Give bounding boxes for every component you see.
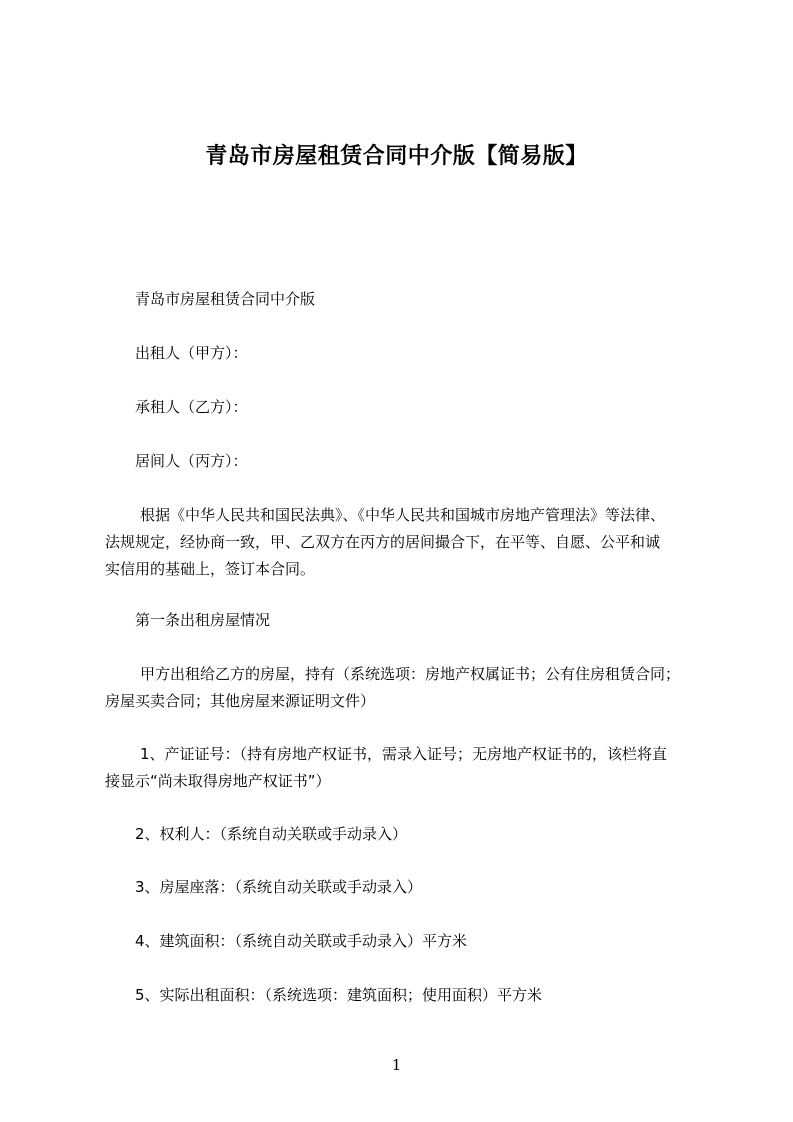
party-a-label: 出租人（甲方）： [135,344,248,362]
article-1-item-4: 4、建筑面积：（系统自动关联或手动录入）平方米 [135,932,468,950]
preamble-line-1: 根据《中华人民共和国民法典》、《中华人民共和国城市房地产管理法》等法律、 [140,506,666,524]
article-1-intro-line-2: 房屋买卖合同；其他房屋来源证明文件） [105,692,376,710]
document-title: 青岛市房屋租赁合同中介版【简易版】 [205,144,588,169]
article-1-item-1-line-1: 1、产证证号：（持有房地产权证书，需录入证号；无房地产权证书的，该栏将直 [140,745,668,763]
party-b-label: 承租人（乙方）： [135,398,248,416]
preamble-line-3: 实信用的基础上，签订本合同。 [105,560,316,578]
preamble-line-2: 法规规定，经协商一致，甲、乙双方在丙方的居间撮合下，在平等、自愿、公平和诚 [105,533,661,551]
article-1-item-1-line-2: 接显示“尚未取得房地产权证书”） [105,772,331,790]
article-1-heading: 第一条出租房屋情况 [135,611,271,629]
document-subtitle: 青岛市房屋租赁合同中介版 [135,290,316,308]
article-1-item-5: 5、实际出租面积：（系统选项：建筑面积；使用面积）平方米 [135,986,543,1004]
page-number: 1 [391,1056,402,1074]
article-1-item-3: 3、房屋座落：（系统自动关联或手动录入） [135,878,423,896]
article-1-intro-line-1: 甲方出租给乙方的房屋，持有（系统选项：房地产权属证书；公有住房租赁合同； [140,665,681,683]
party-c-label: 居间人（丙方）： [135,452,248,470]
article-1-item-2: 2、权利人：（系统自动关联或手动录入） [135,825,408,843]
